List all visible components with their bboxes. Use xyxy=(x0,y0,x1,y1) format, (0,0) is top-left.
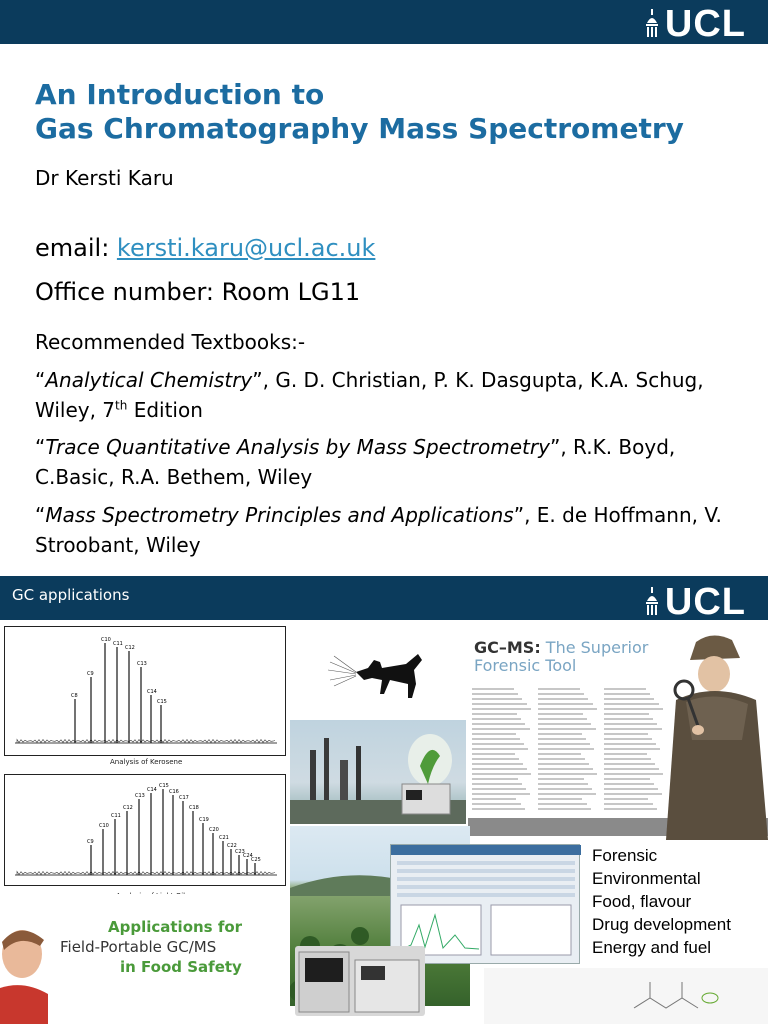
article-title-bold: GC–MS: xyxy=(474,638,541,657)
banner-line-1: Applications for xyxy=(108,918,243,936)
ucl-logo xyxy=(645,581,746,623)
close-quote: ” xyxy=(549,435,561,459)
logo-text: UCL xyxy=(664,581,746,623)
chromatogram-plot xyxy=(5,627,285,755)
list-item: Environmental xyxy=(592,869,701,888)
kerosene-chromatogram xyxy=(4,626,286,756)
light-oil-chromatogram xyxy=(4,774,286,886)
peak-label: C17 xyxy=(179,795,189,801)
peak-label: C9 xyxy=(87,839,94,845)
book-edition: Edition xyxy=(127,398,203,422)
industrial-plant-image xyxy=(290,720,466,824)
peak-label: C13 xyxy=(137,661,147,667)
peak-label: C9 xyxy=(87,671,94,677)
gc-applications-slide xyxy=(0,576,768,1024)
page-title xyxy=(35,78,735,146)
detective-image xyxy=(656,630,768,840)
list-item: Drug development xyxy=(592,915,731,934)
molecule-structure-image xyxy=(484,968,768,1024)
book-details: , E. de Hoffmann, V. Stroobant, Wiley xyxy=(35,503,722,557)
open-quote: “ xyxy=(35,368,46,392)
peak-label: C15 xyxy=(157,699,167,705)
list-item: Forensic xyxy=(592,846,658,865)
header-bar xyxy=(0,576,768,623)
peak-label: C21 xyxy=(219,835,229,841)
article-title-light: The Superior xyxy=(540,638,649,657)
peak-label: C15 xyxy=(159,783,169,789)
baseline-trace xyxy=(17,740,275,744)
ordinal-suffix: th xyxy=(115,398,128,413)
peak-label: C11 xyxy=(113,641,123,647)
peak-label: C25 xyxy=(251,857,261,863)
book-title: Trace Quantitative Analysis by Mass Spectrometry xyxy=(45,435,550,459)
textbook-3 xyxy=(35,500,735,560)
open-quote: “ xyxy=(35,503,46,527)
book-details: , G. D. Christian, P. K. Dasgupta, K.A. Schug, Wiley, 7 xyxy=(35,368,704,422)
peak-label: C11 xyxy=(111,813,121,819)
email-label: email: xyxy=(35,234,117,262)
close-quote: ” xyxy=(513,503,525,527)
title-line-2: Gas Chromatography Mass Spectrometry xyxy=(35,112,684,145)
portico-icon xyxy=(645,9,659,39)
close-quote: ” xyxy=(252,368,263,392)
portico-icon xyxy=(645,587,659,617)
peak-label: C10 xyxy=(101,637,111,643)
book-title: Mass Spectrometry Principles and Applications xyxy=(45,503,514,527)
email-row xyxy=(35,234,375,262)
article-text-columns xyxy=(472,688,668,814)
peak-label: C10 xyxy=(99,823,109,829)
author-name: Dr Kersti Karu xyxy=(35,166,174,190)
article-title-line2: Forensic Tool xyxy=(474,656,577,675)
chromatogram-caption: Analysis of Kerosene xyxy=(110,758,183,766)
book-details: , R.K. Boyd, C.Basic, R.A. Bethem, Wiley xyxy=(35,435,676,489)
textbooks-heading: Recommended Textbooks:- xyxy=(35,330,306,354)
book-title: Analytical Chemistry xyxy=(45,368,253,392)
child-image xyxy=(0,924,48,1024)
peak-label: C13 xyxy=(135,793,145,799)
peak-label: C23 xyxy=(235,849,245,855)
ucl-logo xyxy=(645,3,746,45)
peak-label: C12 xyxy=(125,645,135,651)
textbook-2 xyxy=(35,432,735,492)
slide-title: GC applications xyxy=(12,586,130,604)
logo-text: UCL xyxy=(664,3,746,45)
title-line-1: An Introduction to xyxy=(35,78,325,111)
food-safety-banner xyxy=(0,894,288,1024)
open-quote: “ xyxy=(35,435,46,459)
peak-label: C24 xyxy=(243,853,253,859)
list-item: Food, flavour xyxy=(592,892,692,911)
chromatogram-plot xyxy=(5,775,285,885)
gcms-instrument-image xyxy=(295,946,425,1016)
header-bar xyxy=(0,0,768,44)
baseline-trace xyxy=(17,872,275,876)
office-number: Office number: Room LG11 xyxy=(35,278,361,306)
peak-label: C20 xyxy=(209,827,219,833)
banner-line-3: in Food Safety xyxy=(120,958,242,976)
peak-label: C12 xyxy=(123,805,133,811)
banner-line-2: Field-Portable GC/MS xyxy=(60,938,217,956)
sniffer-dog-image xyxy=(328,640,428,700)
peak-label: C18 xyxy=(189,805,199,811)
article-title xyxy=(474,638,648,657)
peak-label: C22 xyxy=(227,843,237,849)
peak-label: C16 xyxy=(169,789,179,795)
textbook-1 xyxy=(35,365,735,425)
list-item: Energy and fuel xyxy=(592,938,712,957)
peak-label: C14 xyxy=(147,787,157,793)
email-link[interactable]: kersti.karu@ucl.ac.uk xyxy=(116,234,376,262)
peak-label: C8 xyxy=(71,693,78,699)
peak-label: C19 xyxy=(199,817,209,823)
peak-label: C14 xyxy=(147,689,157,695)
applications-list xyxy=(592,844,762,959)
